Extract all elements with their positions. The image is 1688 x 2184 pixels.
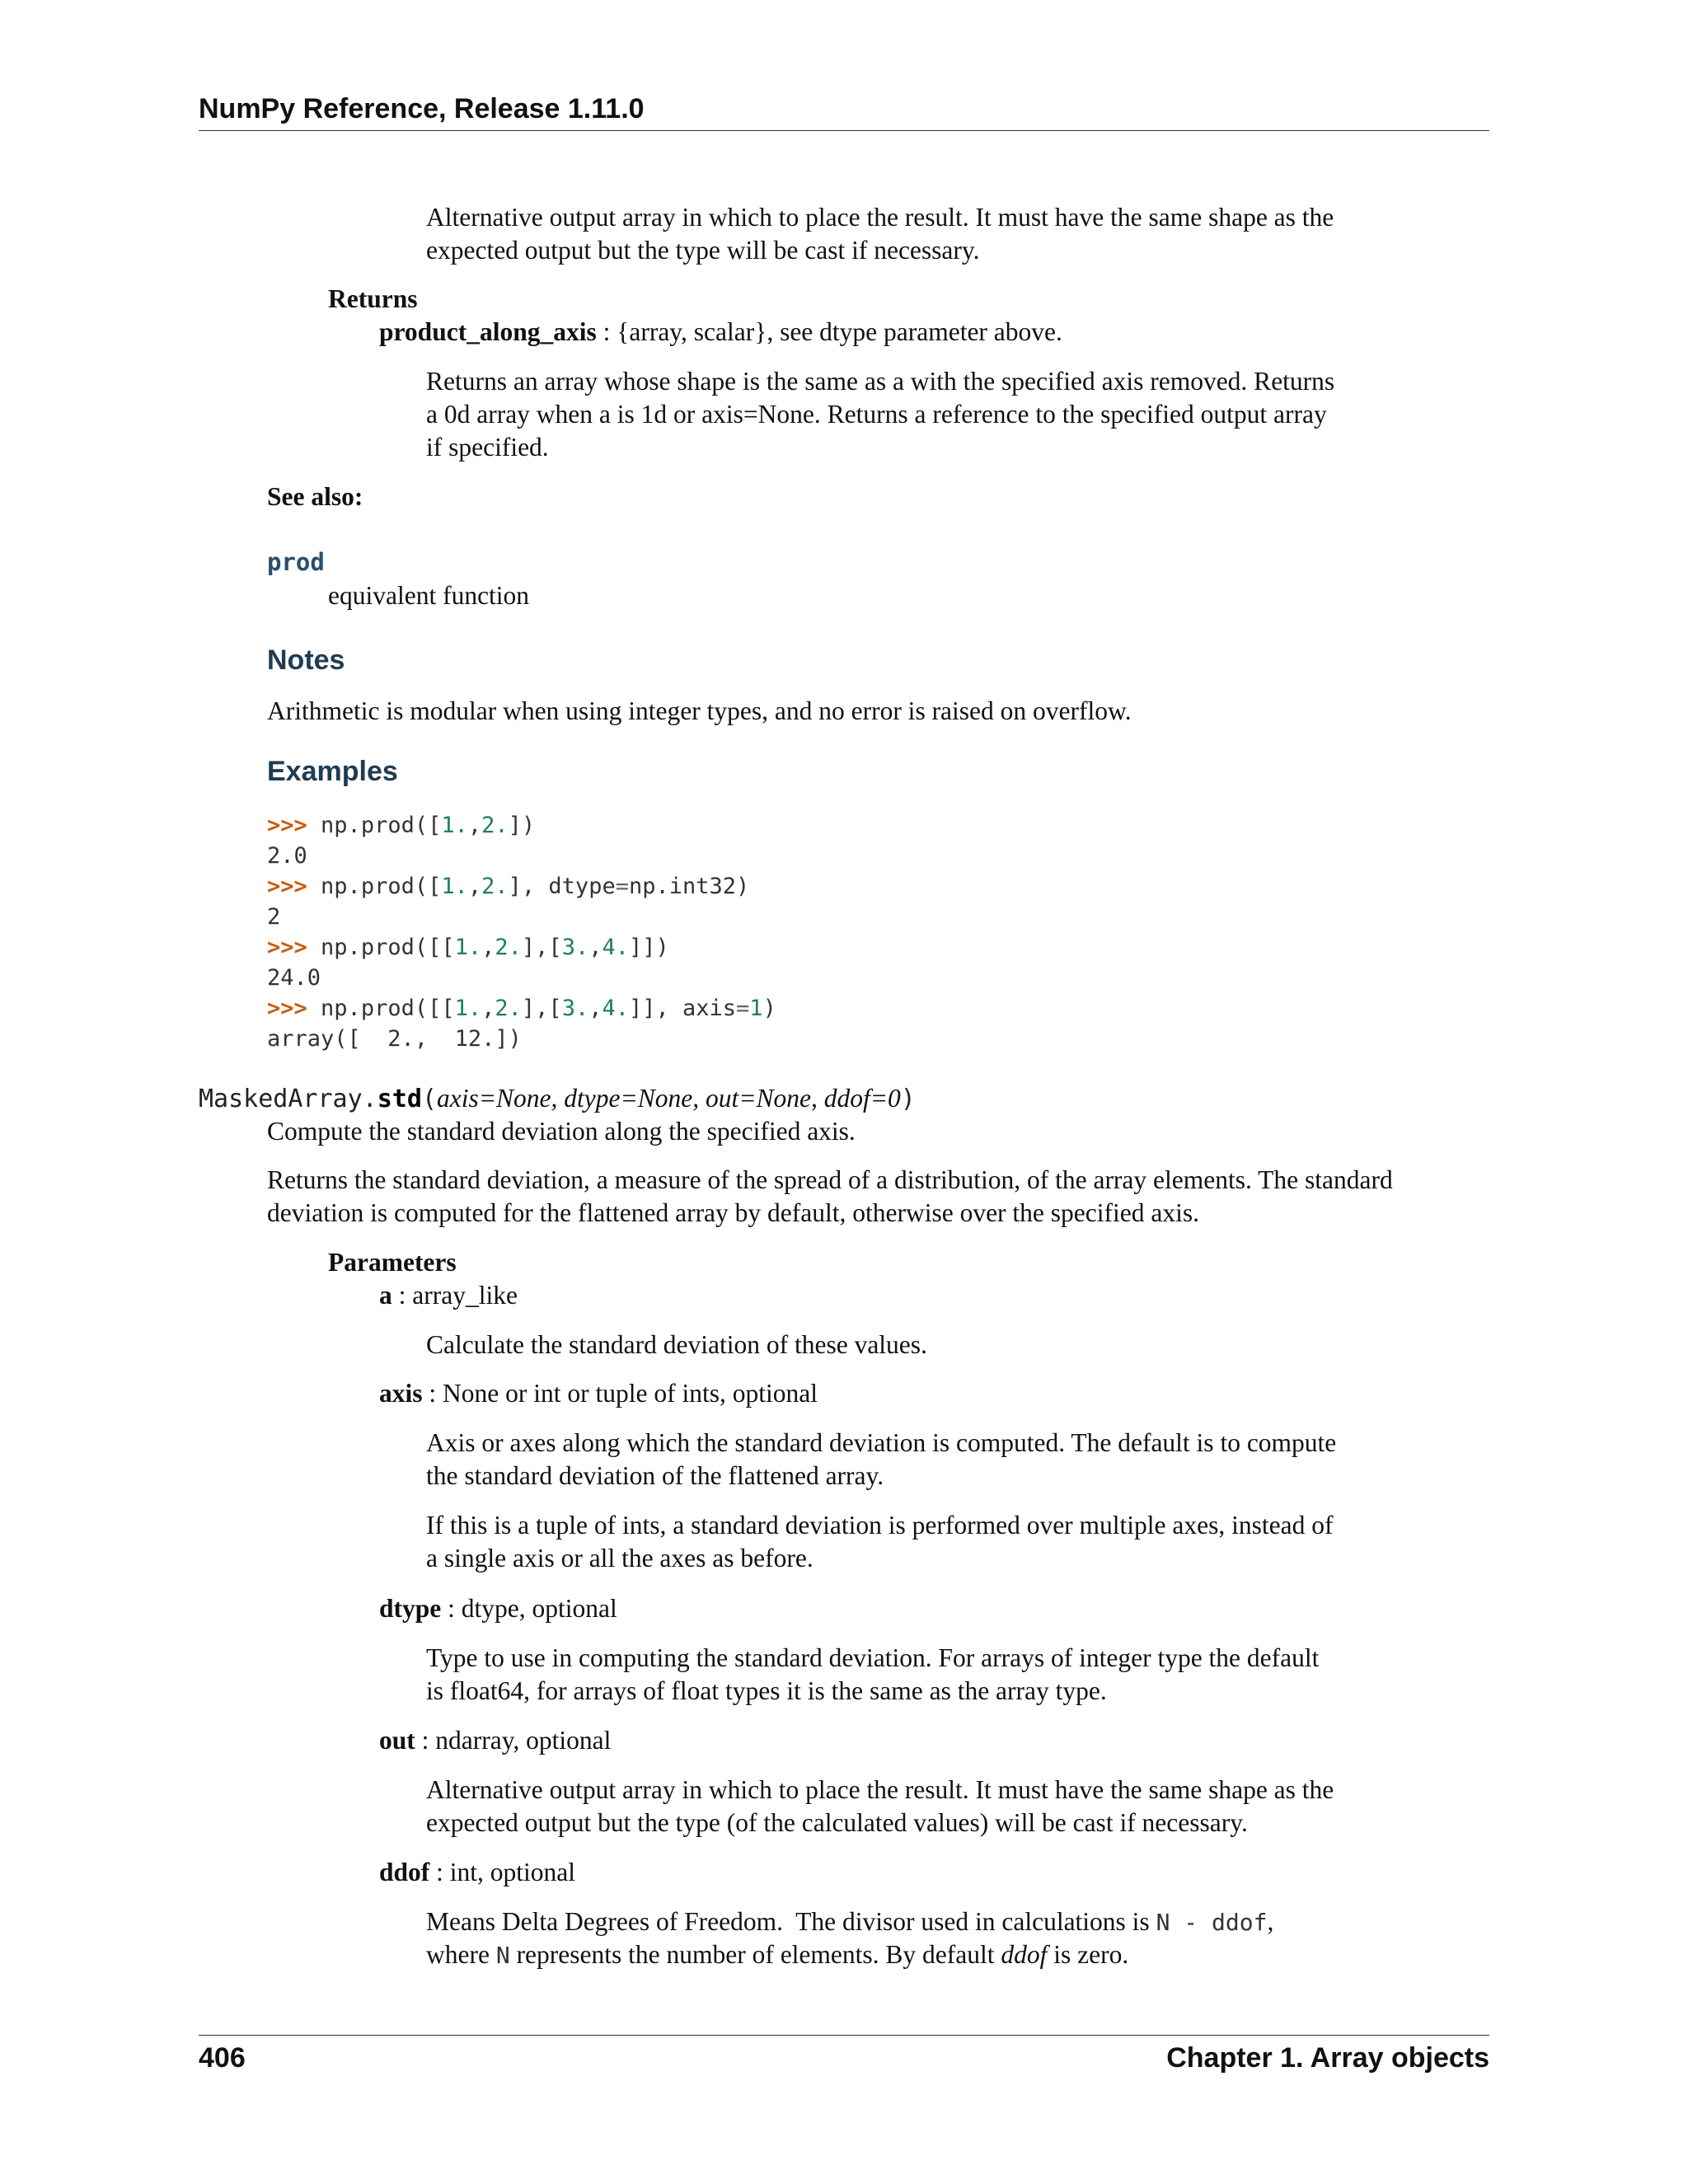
signature-parameters: axis=None, dtype=None, out=None, ddof=0 xyxy=(437,1084,901,1113)
code-output-line: 2.0 xyxy=(267,843,307,869)
param-a-signature: a : array_like xyxy=(379,1281,518,1310)
header-rule xyxy=(199,130,1489,131)
param-axis-description-line: the standard deviation of the flattened array. xyxy=(426,1461,884,1490)
param-ddof-description-line: where N represents the number of elements. By default ddof is zero. xyxy=(426,1940,1129,1969)
param-dtype-signature: dtype : dtype, optional xyxy=(379,1594,617,1623)
code-input-line: >>> np.prod([[1.,2.],[3.,4.]], axis=1) xyxy=(267,996,776,1021)
parameters-label: Parameters xyxy=(328,1248,457,1277)
param-out-signature: out : ndarray, optional xyxy=(379,1726,612,1755)
signature-class-name: MaskedArray. xyxy=(199,1085,377,1113)
code-output-line: 2 xyxy=(267,904,281,930)
function-summary: Compute the standard deviation along the specified axis. xyxy=(267,1117,856,1146)
notes-text: Arithmetic is modular when using integer types, and no error is raised on overflow. xyxy=(267,696,1132,725)
out-description-line: Alternative output array in which to place the result. It must have the same shape as the xyxy=(426,203,1334,232)
return-description-line: Returns an array whose shape is the same as a with the specified axis removed. Returns xyxy=(426,367,1335,396)
examples-heading: Examples xyxy=(267,756,398,787)
param-axis-signature: axis : None or int or tuple of ints, optional xyxy=(379,1379,818,1408)
signature-function-name: std xyxy=(377,1085,422,1113)
return-description-line: if specified. xyxy=(426,433,549,462)
inline-code: N - ddof xyxy=(1156,1909,1268,1936)
notes-heading: Notes xyxy=(267,644,345,676)
param-out-description-line: Alternative output array in which to place the result. It must have the same shape as the xyxy=(426,1775,1334,1804)
function-description-line: deviation is computed for the flattened array by default, otherwise over the specified axis. xyxy=(267,1198,1199,1227)
code-input-line: >>> np.prod([[1.,2.],[3.,4.]]) xyxy=(267,935,669,960)
param-axis-description-line: Axis or axes along which the standard deviation is computed. The default is to compute xyxy=(426,1428,1337,1457)
function-signature: MaskedArray.std(axis=None, dtype=None, out=None, ddof=0) xyxy=(199,1084,916,1113)
return-name: product_along_axis xyxy=(379,317,597,346)
return-description-line: a 0d array when a is 1d or axis=None. Returns a reference to the specified output array xyxy=(426,400,1327,429)
param-out-description-line: expected output but the type (of the calculated values) will be cast if necessary. xyxy=(426,1808,1248,1837)
running-header-title: NumPy Reference, Release 1.11.0 xyxy=(199,93,645,124)
code-input-line: >>> np.prod([1.,2.]) xyxy=(267,813,536,838)
page-number: 406 xyxy=(199,2042,246,2074)
see-also-label: See also: xyxy=(267,482,363,511)
code-input-line: >>> np.prod([1.,2.], dtype=np.int32) xyxy=(267,874,750,899)
return-type: : {array, scalar}, see dtype parameter above. xyxy=(596,317,1062,346)
param-dtype-description-line: is float64, for arrays of float types it is the same as the array type. xyxy=(426,1676,1107,1705)
param-ddof-description-line: Means Delta Degrees of Freedom. The divisor used in calculations is N - ddof, xyxy=(426,1907,1274,1936)
return-signature xyxy=(379,316,1062,349)
see-also-description: equivalent function xyxy=(328,581,530,610)
param-dtype-description-line: Type to use in computing the standard deviation. For arrays of integer type the default xyxy=(426,1643,1320,1672)
code-output-line: array([ 2., 12.]) xyxy=(267,1026,522,1052)
chapter-title: Chapter 1. Array objects xyxy=(1166,2042,1489,2074)
footer-rule xyxy=(199,2035,1489,2036)
param-axis-description-line: a single axis or all the axes as before. xyxy=(426,1544,814,1572)
param-a-description: Calculate the standard deviation of these values. xyxy=(426,1330,927,1359)
inline-code: N xyxy=(495,1942,510,1969)
param-ddof-signature: ddof : int, optional xyxy=(379,1858,576,1886)
out-description-line: expected output but the type will be cast if necessary. xyxy=(426,236,980,265)
function-description-line: Returns the standard deviation, a measure of the spread of a distribution, of the array elements. The standard xyxy=(267,1165,1393,1194)
param-axis-description-line: If this is a tuple of ints, a standard deviation is performed over multiple axes, instead of xyxy=(426,1511,1334,1540)
returns-label: Returns xyxy=(328,284,418,313)
code-output-line: 24.0 xyxy=(267,965,321,991)
see-also-link-prod[interactable]: prod xyxy=(267,548,325,576)
